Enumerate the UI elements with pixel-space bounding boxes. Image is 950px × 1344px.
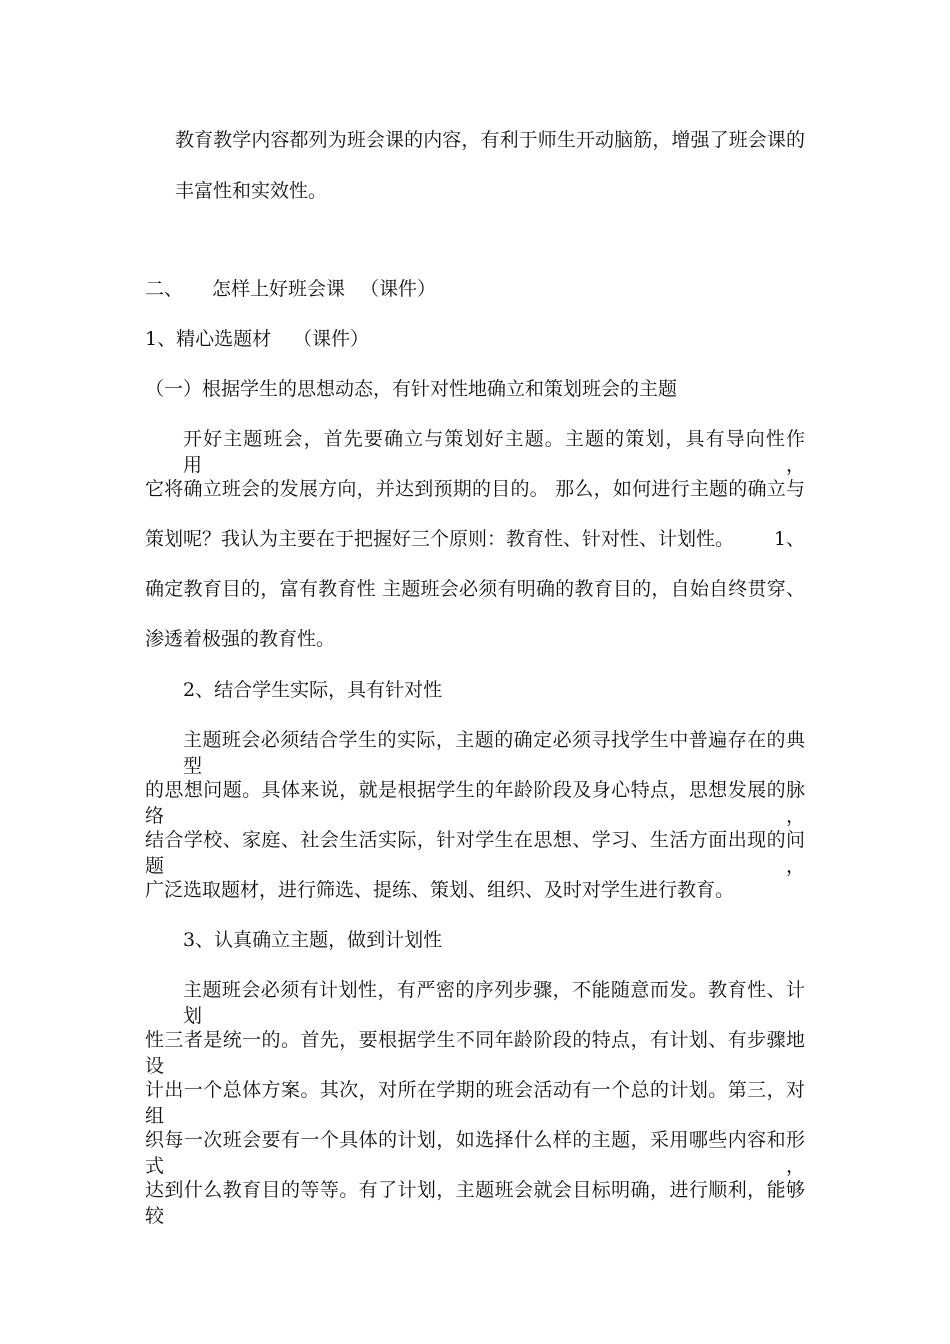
section-title: 怎样上好班会课 xyxy=(212,278,346,300)
paragraph-line-text: 策划呢？我认为主要在于把握好三个原则：教育性、针对性、计划性。 xyxy=(145,528,735,550)
paragraph-line: 开好主题班会，首先要确立与策划好主题。主题的策划，具有导向性作用， xyxy=(183,428,805,476)
paragraph-line: 广泛选取题材，进行筛选、提练、策划、组织、及时对学生进行教育。 xyxy=(145,879,735,901)
intro-line-2: 丰富性和实效性。 xyxy=(175,180,328,202)
paragraph-line: 渗透着极强的教育性。 xyxy=(145,628,336,650)
paragraph-line xyxy=(145,526,805,552)
paragraph-line: 的思想问题。具体来说，就是根据学生的年龄阶段及身心特点，思想发展的脉络， xyxy=(145,779,805,827)
section-heading xyxy=(145,276,437,302)
intro-line-1: 教育教学内容都列为班会课的内容，有利于师生开动脑筋，增强了班会课的 xyxy=(175,129,805,151)
paragraph-line: 确定教育目的，富有教育性 主题班会必须有明确的教育目的，自始自终贯穿、 xyxy=(145,578,805,600)
paragraph-line: 达到什么教育目的等等。有了计划，主题班会就会目标明确，进行顺利，能够较 xyxy=(145,1179,805,1227)
paragraph-line: 计出一个总体方案。其次，对所在学期的班会活动有一个总的计划。第三，对组 xyxy=(145,1079,805,1127)
item-note: （课件） xyxy=(293,328,370,350)
paragraph-line: 性三者是统一的。首先，要根据学生不同年龄阶段的特点，有计划、有步骤地设 xyxy=(145,1029,805,1077)
point-heading: 3、认真确立主题，做到计划性 xyxy=(183,929,443,951)
section-note: （课件） xyxy=(360,278,437,300)
section-number: 二、 xyxy=(145,278,184,300)
paragraph-line-number: 1、 xyxy=(773,528,805,550)
paragraph-line: 主题班会必须有计划性，有严密的序列步骤，不能随意而发。教育性、计划 xyxy=(183,979,805,1027)
paragraph-line: 主题班会必须结合学生的实际，主题的确定必须寻找学生中普遍存在的典型 xyxy=(183,729,805,777)
subsection-heading: （一）根据学生的思想动态，有针对性地确立和策划班会的主题 xyxy=(145,378,678,400)
item-heading xyxy=(145,326,370,352)
paragraph-line: 它将确立班会的发展方向，并达到预期的目的。 那么，如何进行主题的确立与 xyxy=(145,478,805,500)
paragraph-line: 织每一次班会要有一个具体的计划，如选择什么样的主题，采用哪些内容和形式， xyxy=(145,1129,805,1177)
item-title: 1、精心选题材 xyxy=(145,328,272,350)
point-heading: 2、结合学生实际，具有针对性 xyxy=(183,679,443,701)
paragraph-line: 结合学校、家庭、社会生活实际，针对学生在思想、学习、生活方面出现的问题， xyxy=(145,829,805,877)
